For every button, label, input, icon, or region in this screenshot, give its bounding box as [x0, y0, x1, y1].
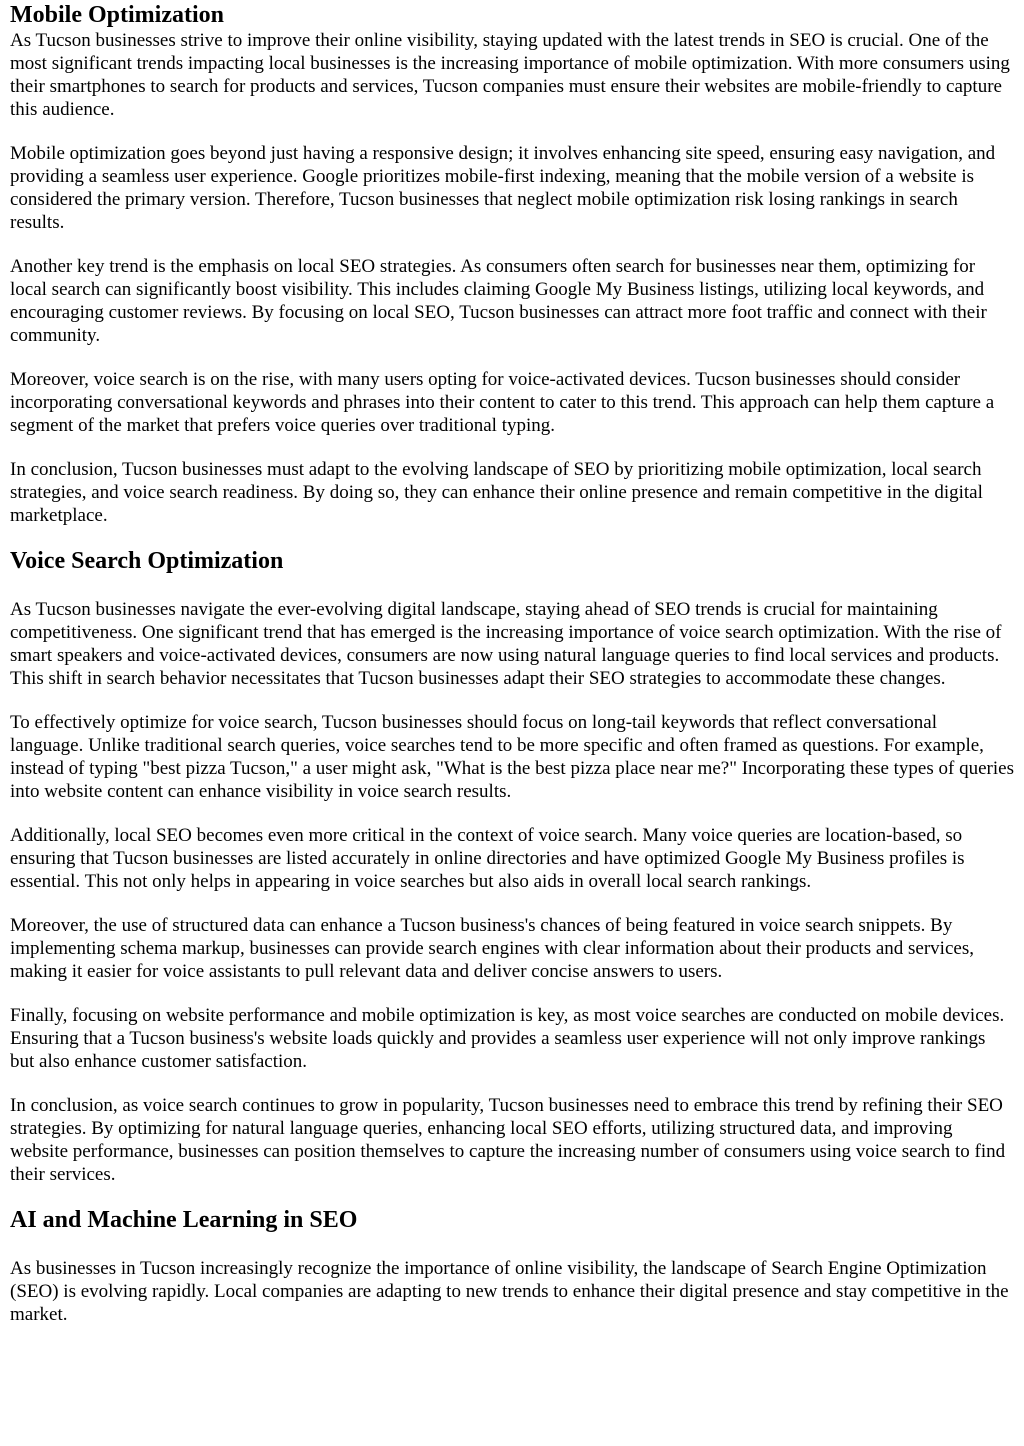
paragraph: As Tucson businesses strive to improve their online visibility, staying updated with the latest trends in SEO is crucial. One of the most significant trends impacting local businesses is the increasing importance of mobile optimization. With more consumers using their smartphones to search for products and services, Tucson companies must ensure their websites are mobile-friendly to capture this audience. — [10, 30, 1010, 120]
paragraph: As Tucson businesses navigate the ever-evolving digital landscape, staying ahead of SEO trends is crucial for maintaining competitiveness. One significant trend that has emerged is the increasing importance of voice search optimization. With the rise of smart speakers and voice-activated devices, consumers are now using natural language queries to find local services and products. This shift in search behavior necessitates that Tucson businesses adapt their SEO strategies to accommodate these changes. — [10, 599, 1002, 689]
paragraph: In conclusion, Tucson businesses must adapt to the evolving landscape of SEO by prioritizing mobile optimization, local search strategies, and voice search readiness. By doing so, they can enhance their online presence and remain competitive in the digital marketplace. — [10, 459, 983, 526]
paragraph: Moreover, the use of structured data can enhance a Tucson business's chances of being featured in voice search snippets. By implementing schema markup, businesses can provide search engines with clear information about their products and services, making it easier for voice assistants to pull relevant data and deliver concise answers to users. — [10, 915, 974, 982]
section-voice-search-optimization — [10, 547, 1014, 1186]
section-heading: AI and Machine Learning in SEO — [10, 1207, 358, 1233]
paragraph: Additionally, local SEO becomes even more critical in the context of voice search. Many voice queries are location-based, so ensuring that Tucson businesses are listed accurately in online directories and have optimized Google My Business profiles is essential. This not only helps in appearing in voice searches but also aids in overall local search rankings. — [10, 825, 965, 892]
section-heading: Mobile Optimization — [10, 2, 224, 28]
paragraph: Mobile optimization goes beyond just having a responsive design; it involves enhancing site speed, ensuring easy navigation, and providing a seamless user experience. Google prioritizes mobile-first indexing, meaning that the mobile version of a website is considered the primary version. Therefore, Tucson businesses that neglect mobile optimization risk losing rankings in search results. — [10, 143, 996, 233]
section-heading: Voice Search Optimization — [10, 548, 284, 574]
paragraph: In conclusion, as voice search continues to grow in popularity, Tucson businesses need to embrace this trend by refining their SEO strategies. By optimizing for natural language queries, enhancing local SEO efforts, utilizing structured data, and improving website performance, businesses can position themselves to capture the increasing number of consumers using voice search to find their services. — [10, 1095, 1006, 1185]
section-ai-machine-learning — [10, 1206, 1014, 1326]
paragraph: To effectively optimize for voice search, Tucson businesses should focus on long-tail keywords that reflect conversational language. Unlike traditional search queries, voice searches tend to be more specific and often framed as questions. For example, instead of typing "best pizza Tucson," a user might ask, "What is the best pizza place near me?" Incorporating these types of queries into website content can enhance visibility in voice search results. — [10, 712, 1014, 802]
paragraph: Finally, focusing on website performance and mobile optimization is key, as most voice searches are conducted on mobile devices. Ensuring that a Tucson business's website loads quickly and provides a seamless user experience will not only improve rankings but also enhance customer satisfaction. — [10, 1005, 1005, 1072]
paragraph: As businesses in Tucson increasingly recognize the importance of online visibility, the landscape of Search Engine Optimization (SEO) is evolving rapidly. Local companies are adapting to new trends to enhance their digital presence and stay competitive in the market. — [10, 1258, 1009, 1325]
section-mobile-optimization — [10, 0, 1014, 527]
paragraph: Another key trend is the emphasis on local SEO strategies. As consumers often search for businesses near them, optimizing for local search can significantly boost visibility. This includes claiming Google My Business listings, utilizing local keywords, and encouraging customer reviews. By focusing on local SEO, Tucson businesses can attract more foot traffic and connect with their community. — [10, 256, 987, 346]
paragraph: Moreover, voice search is on the rise, with many users opting for voice-activated devices. Tucson businesses should consider incorporating conversational keywords and phrases into their content to cater to this trend. This approach can help them capture a segment of the market that prefers voice queries over traditional typing. — [10, 369, 995, 436]
